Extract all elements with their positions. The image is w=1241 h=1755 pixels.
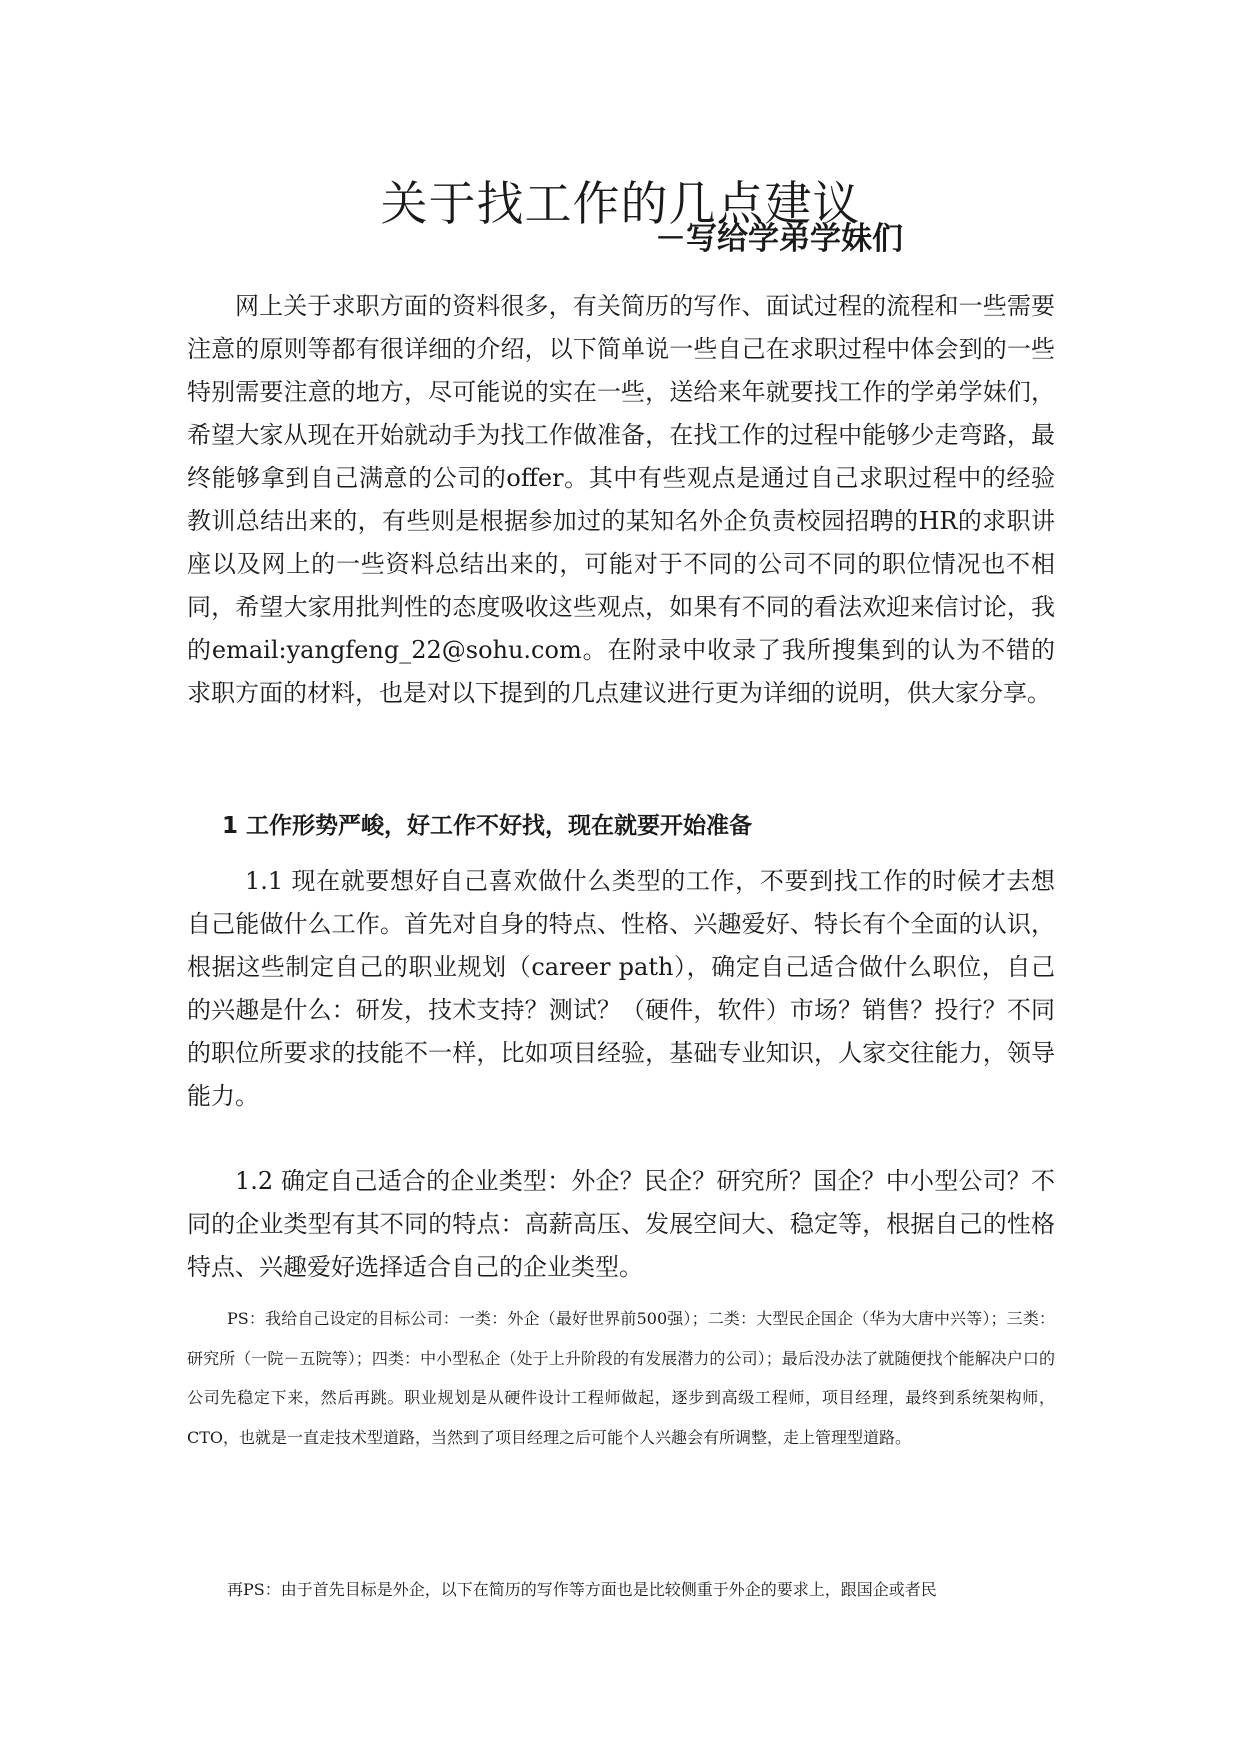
section-1-1-paragraph: 1.1 现在就要想好自己喜欢做什么类型的工作，不要到找工作的时候才去想自己能做什么工作。首先对自身的特点、性格、兴趣爱好、特长有个全面的认识，根据这些制定自己的职业规划（career path），确定自己适合做什么职位，自己的兴趣是什么：研发，技术支持？测试？（硬件，软件）市场？销售？投行？不同的职位所要求的技能不一样，比如项目经验，基础专业知识，人家交往能力，领导能力。: [187, 867, 1055, 1110]
section-1-2: [187, 1160, 1055, 1289]
intro-section: [187, 285, 1055, 715]
section-1-2-paragraph: 1.2 确定自己适合的企业类型：外企？民企？研究所？国企？中小型公司？不同的企业类型有其不同的特点：高薪高压、发展空间大、稳定等，根据自己的性格特点、兴趣爱好选择适合自己的企业类型。: [187, 1167, 1055, 1281]
document-subtitle: －写给学弟学妹们: [655, 221, 903, 257]
ps2-note: [187, 1570, 1055, 1610]
intro-paragraph: 网上关于求职方面的资料很多，有关简历的写作、面试过程的流程和一些需要注意的原则等都有很详细的介绍，以下简单说一些自己在求职过程中体会到的一些特别需要注意的地方，尽可能说的实在一些，送给来年就要找工作的学弟学妹们，希望大家从现在开始就动手为找工作做准备，在找工作的过程中能够少走弯路，最终能够拿到自己满意的公司的offer。其中有些观点是通过自己求职过程中的经验教训总结出来的，有些则是根据参加过的某知名外企负责校园招聘的HR的求职讲座以及网上的一些资料总结出来的，可能对于不同的公司不同的职位情况也不相同，希望大家用批判性的态度吸收这些观点，如果有不同的看法欢迎来信讨论，我的email:yangfeng_22@sohu.com。在附录中收录了我所搜集到的认为不错的求职方面的材料，也是对以下提到的几点建议进行更为详细的说明，供大家分享。: [187, 292, 1055, 707]
document-title: 关于找工作的几点建议: [380, 177, 861, 233]
section-1-1: [187, 860, 1055, 1118]
section-1-heading: 1 工作形势严峻，好工作不好找，现在就要开始准备: [222, 813, 753, 839]
ps-paragraph: PS：我给自己设定的目标公司：一类：外企（最好世界前500强）；二类：大型民企国企（华为大唐中兴等）；三类：研究所（一院－五院等）；四类：中小型私企（处于上升阶段的有发展潜力的公司）；最后没办法了就随便找个能解决户口的公司先稳定下来，然后再跳。职业规划是从硬件设计工程师做起，逐步到高级工程师，项目经理，最终到系统架构师，CTO，也就是一直走技术型道路，当然到了项目经理之后可能个人兴趣会有所调整，走上管理型道路。: [187, 1309, 1055, 1447]
ps-note: [187, 1299, 1055, 1457]
ps2-paragraph: 再PS：由于首先目标是外企，以下在简历的写作等方面也是比较侧重于外企的要求上，跟国企或者民: [227, 1580, 937, 1599]
